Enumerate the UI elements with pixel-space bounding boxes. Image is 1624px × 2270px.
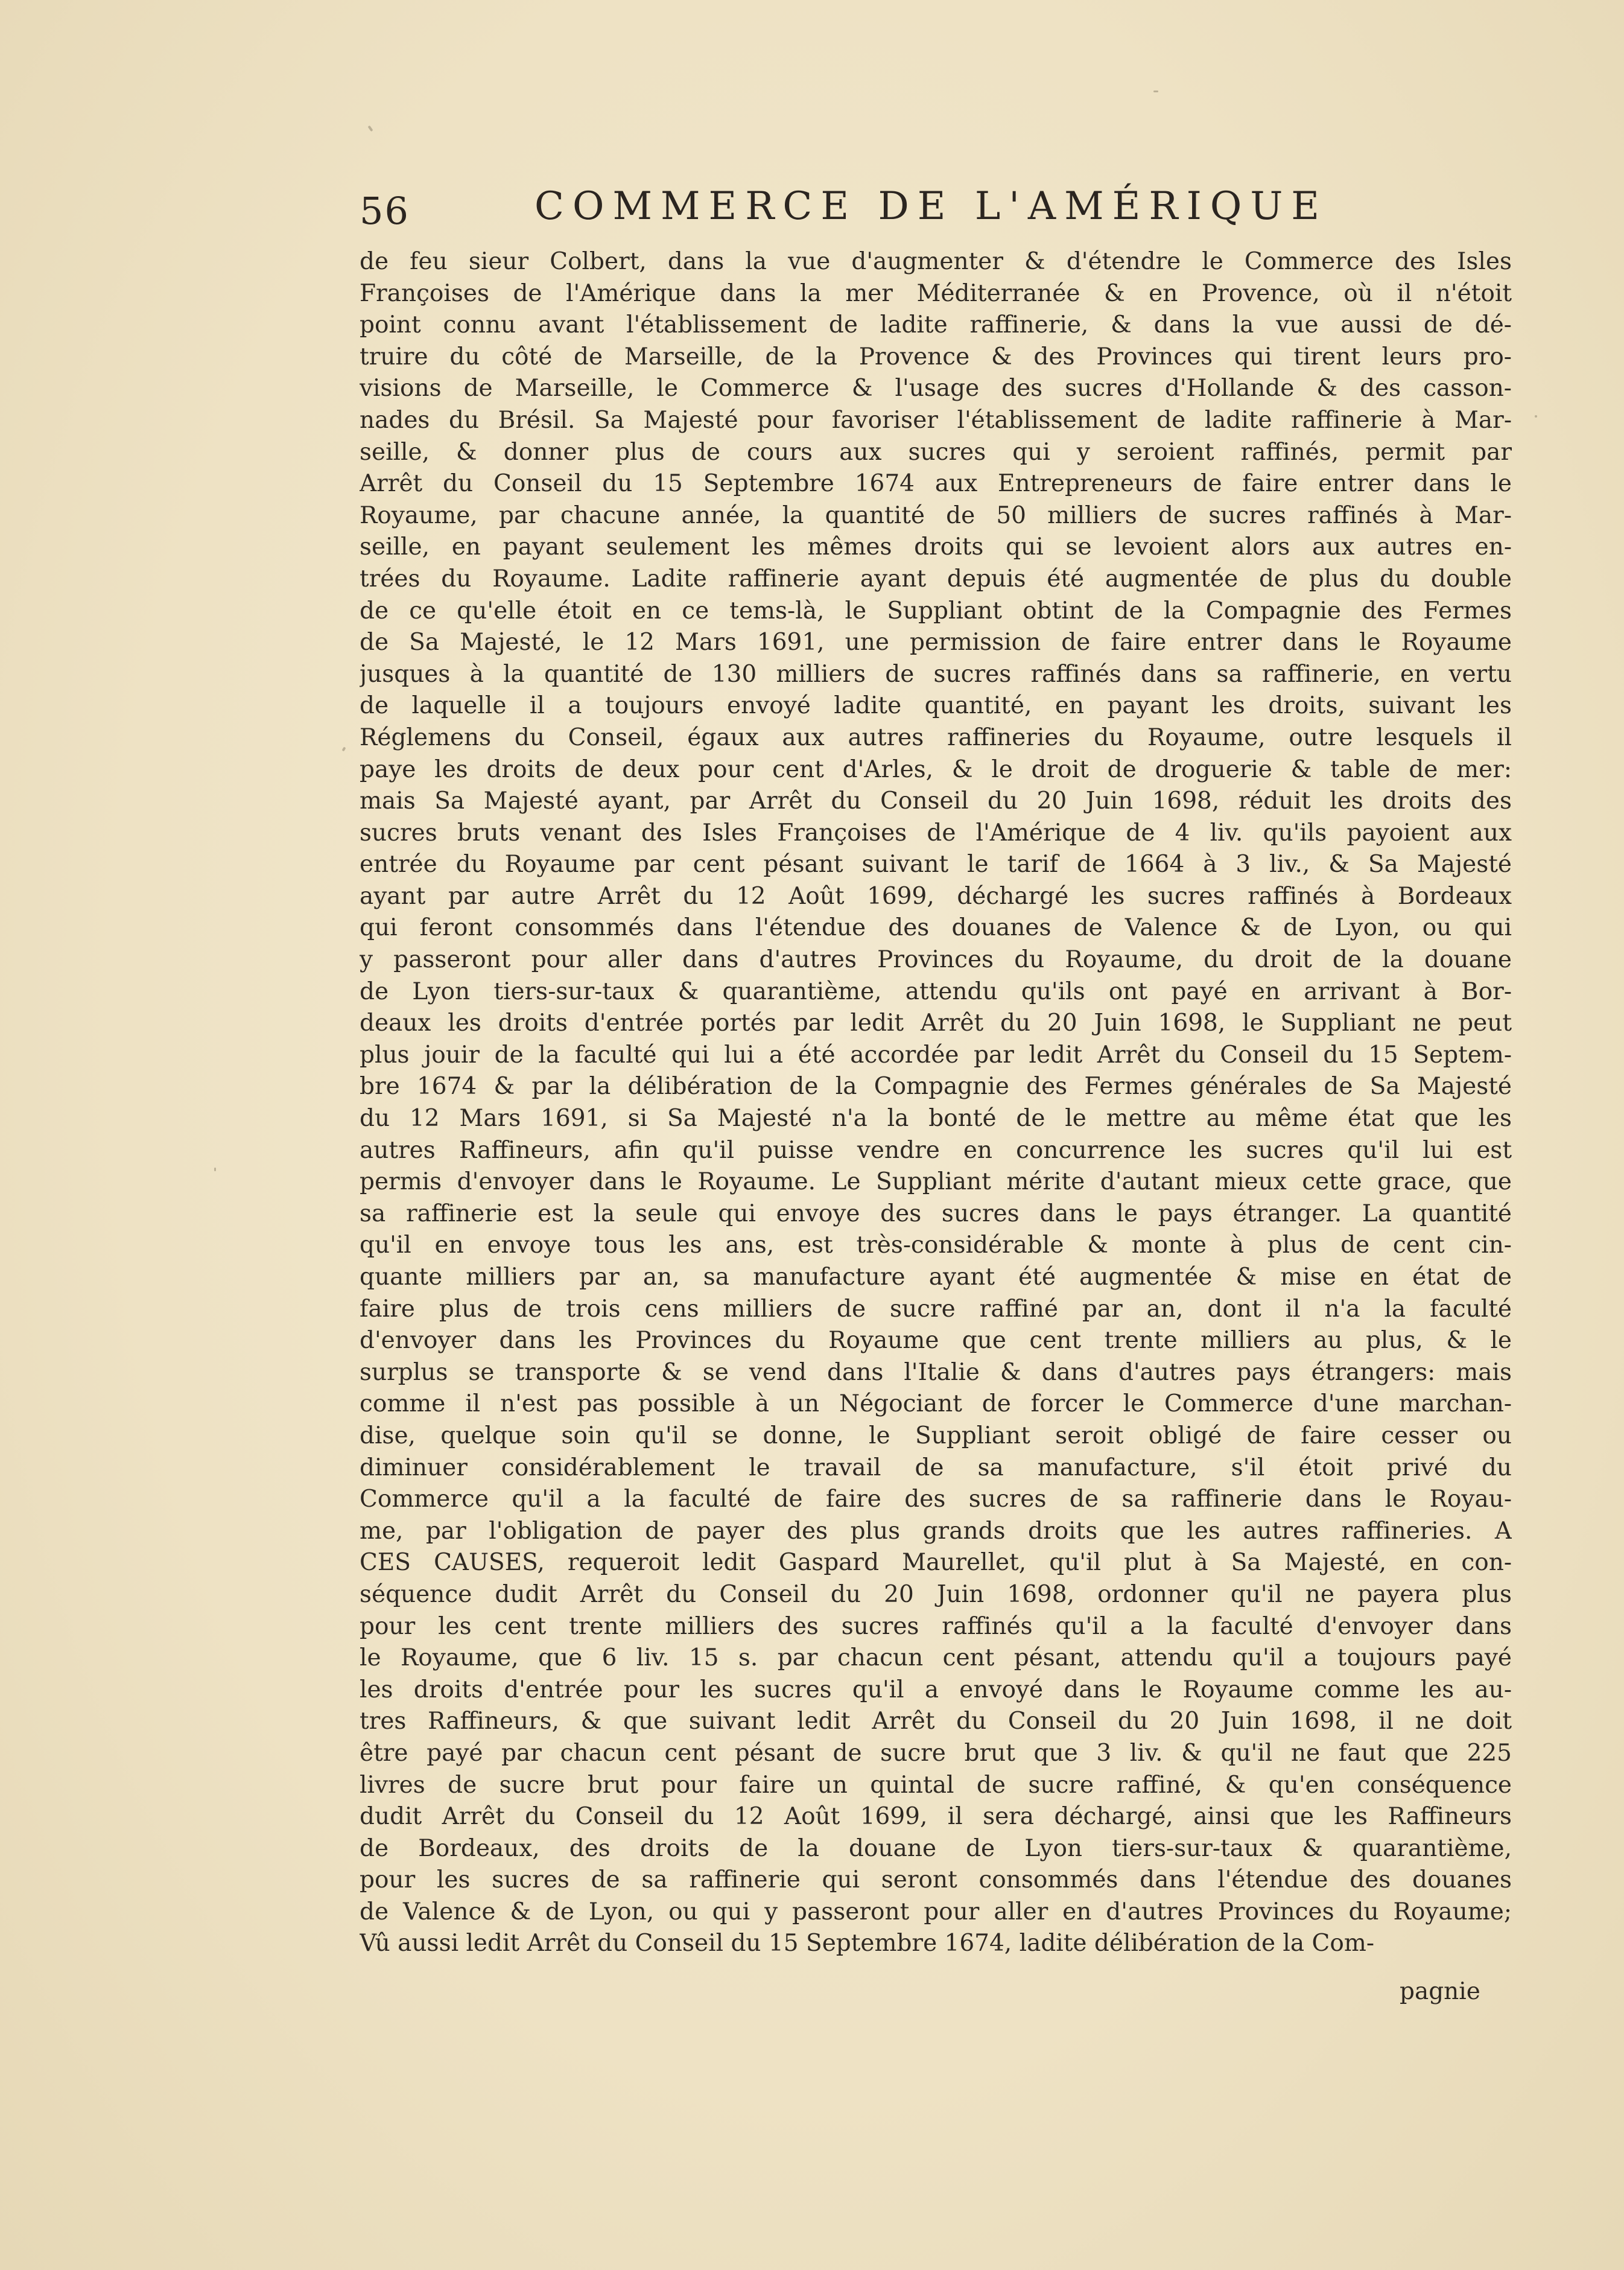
running-title: COMMERCE DE L'AMÉRIQUE bbox=[534, 184, 1328, 229]
page-number: 56 bbox=[360, 189, 410, 233]
text-line: les droits d'entrée pour les sucres qu'il a envoyé dans le Royaume comme les au- bbox=[360, 1676, 1512, 1703]
text-line: bre 1674 & par la délibération de la Compagnie des Fermes générales de Sa Majesté bbox=[360, 1073, 1512, 1101]
text-line: seille, en payant seulement les mêmes droits qui se levoient alors aux autres en- bbox=[360, 533, 1512, 561]
text-line: visions de Marseille, le Commerce & l'usage des sucres d'Hollande & des casson- bbox=[360, 375, 1512, 402]
text-line: trées du Royaume. Ladite raffinerie ayant depuis été augmentée de plus du double bbox=[360, 565, 1512, 593]
text-line: Françoises de l'Amérique dans la mer Méditerranée & en Provence, où il n'étoit bbox=[360, 279, 1512, 307]
catchword: pagnie bbox=[1400, 1978, 1480, 2005]
text-line: plus jouir de la faculté qui lui a été accordée par ledit Arrêt du Conseil du 15 Septem- bbox=[360, 1041, 1512, 1069]
text-line: Arrêt du Conseil du 15 Septembre 1674 aux Entrepreneurs de faire entrer dans le bbox=[360, 470, 1512, 498]
text-line: point connu avant l'établissement de ladite raffinerie, & dans la vue aussi de dé- bbox=[360, 311, 1512, 339]
text-line: de Lyon tiers-sur-taux & quarantième, attendu qu'ils ont payé en arrivant à Bor- bbox=[360, 978, 1512, 1005]
text-line: dise, quelque soin qu'il se donne, le Suppliant seroit obligé de faire cesser ou bbox=[360, 1422, 1512, 1449]
text-line: Réglemens du Conseil, égaux aux autres raffineries du Royaume, outre lesquels il bbox=[360, 723, 1512, 751]
text-line: de Valence & de Lyon, ou qui y passeront pour aller en d'autres Provinces du Royaume; bbox=[360, 1898, 1512, 1925]
text-line: séquence dudit Arrêt du Conseil du 20 Juin 1698, ordonner qu'il ne payera plus bbox=[360, 1580, 1512, 1608]
running-header bbox=[360, 184, 1512, 232]
text-line: dudit Arrêt du Conseil du 12 Août 1699, il sera déchargé, ainsi que les Raffineurs bbox=[360, 1803, 1512, 1831]
text-line: autres Raffineurs, afin qu'il puisse vendre en concurrence les sucres qu'il lui est bbox=[360, 1136, 1512, 1164]
paper-speck bbox=[1153, 91, 1158, 92]
text-line: sa raffinerie est la seule qui envoye des sucres dans le pays étranger. La quantité bbox=[360, 1200, 1512, 1227]
text-line: faire plus de trois cens milliers de sucre raffiné par an, dont il n'a la faculté bbox=[360, 1295, 1512, 1323]
text-line: de laquelle il a toujours envoyé ladite quantité, en payant les droits, suivant les bbox=[360, 692, 1512, 720]
text-line: de feu sieur Colbert, dans la vue d'augmenter & d'étendre le Commerce des Isles bbox=[360, 248, 1512, 275]
text-line: CES CAUSES, requeroit ledit Gaspard Maurellet, qu'il plut à Sa Majesté, en con- bbox=[360, 1549, 1512, 1577]
text-line: qui feront consommés dans l'étendue des douanes de Valence & de Lyon, ou qui bbox=[360, 914, 1512, 942]
paper-speck bbox=[214, 1168, 216, 1171]
text-line: diminuer considérablement le travail de sa manufacture, s'il étoit privé du bbox=[360, 1454, 1512, 1481]
text-line: livres de sucre brut pour faire un quintal de sucre raffiné, & qu'en conséquence bbox=[360, 1771, 1512, 1799]
text-line: Commerce qu'il a la faculté de faire des sucres de sa raffinerie dans le Royau- bbox=[360, 1486, 1512, 1513]
text-line: me, par l'obligation de payer des plus grands droits que les autres raffineries. A bbox=[360, 1517, 1512, 1545]
text-line: le Royaume, que 6 liv. 15 s. par chacun cent pésant, attendu qu'il a toujours payé bbox=[360, 1644, 1512, 1672]
text-line: du 12 Mars 1691, si Sa Majesté n'a la bonté de le mettre au même état que les bbox=[360, 1105, 1512, 1133]
text-line: sucres bruts venant des Isles Françoises de l'Amérique de 4 liv. qu'ils payoient aux bbox=[360, 819, 1512, 847]
text-line: de ce qu'elle étoit en ce tems-là, le Suppliant obtint de la Compagnie des Fermes bbox=[360, 597, 1512, 625]
paper-speck bbox=[1535, 415, 1537, 418]
text-line: nades du Brésil. Sa Majesté pour favoriser l'établissement de ladite raffinerie à Mar- bbox=[360, 406, 1512, 434]
text-line: truire du côté de Marseille, de la Provence & des Provinces qui tirent leurs pro- bbox=[360, 343, 1512, 370]
text-line: comme il n'est pas possible à un Négociant de forcer le Commerce d'une marchan- bbox=[360, 1390, 1512, 1418]
text-line: seille, & donner plus de cours aux sucres qui y seroient raffinés, permit par bbox=[360, 438, 1512, 466]
text-line: quante milliers par an, sa manufacture ayant été augmentée & mise en état de bbox=[360, 1264, 1512, 1291]
text-line: être payé par chacun cent pésant de sucre brut que 3 liv. & qu'il ne faut que 225 bbox=[360, 1739, 1512, 1767]
text-line: Royaume, par chacune année, la quantité de 50 milliers de sucres raffinés à Mar- bbox=[360, 501, 1512, 529]
paper-speck bbox=[367, 126, 373, 132]
body-text bbox=[360, 246, 1512, 1960]
text-line: paye les droits de deux pour cent d'Arles, & le droit de droguerie & table de mer: bbox=[360, 755, 1512, 783]
text-line: entrée du Royaume par cent pésant suivant le tarif de 1664 à 3 liv., & Sa Majesté bbox=[360, 851, 1512, 879]
text-line: y passeront pour aller dans d'autres Provinces du Royaume, du droit de la douane bbox=[360, 946, 1512, 974]
text-line: mais Sa Majesté ayant, par Arrêt du Conseil du 20 Juin 1698, réduit les droits des bbox=[360, 787, 1512, 815]
text-line: pour les sucres de sa raffinerie qui seront consommés dans l'étendue des douanes bbox=[360, 1866, 1512, 1894]
text-line: ayant par autre Arrêt du 12 Août 1699, déchargé les sucres raffinés à Bordeaux bbox=[360, 882, 1512, 910]
text-line: deaux les droits d'entrée portés par ledit Arrêt du 20 Juin 1698, le Suppliant ne peut bbox=[360, 1009, 1512, 1037]
text-line: qu'il en envoye tous les ans, est très-considérable & monte à plus de cent cin- bbox=[360, 1232, 1512, 1259]
text-line: Vû aussi ledit Arrêt du Conseil du 15 Septembre 1674, ladite délibération de la Com- bbox=[360, 1930, 1375, 1957]
text-line: surplus se transporte & se vend dans l'Italie & dans d'autres pays étrangers: mais bbox=[360, 1358, 1512, 1386]
text-line: permis d'envoyer dans le Royaume. Le Suppliant mérite d'autant mieux cette grace, que bbox=[360, 1168, 1512, 1196]
text-line: pour les cent trente milliers des sucres raffinés qu'il a la faculté d'envoyer dans bbox=[360, 1612, 1512, 1640]
text-line: de Sa Majesté, le 12 Mars 1691, une permission de faire entrer dans le Royaume bbox=[360, 629, 1512, 657]
text-line: de Bordeaux, des droits de la douane de Lyon tiers-sur-taux & quarantième, bbox=[360, 1834, 1512, 1862]
text-line: d'envoyer dans les Provinces du Royaume que cent trente milliers au plus, & le bbox=[360, 1327, 1512, 1355]
text-line: tres Raffineurs, & que suivant ledit Arrêt du Conseil du 20 Juin 1698, il ne doit bbox=[360, 1708, 1512, 1735]
paper-speck bbox=[342, 746, 346, 751]
text-line: jusques à la quantité de 130 milliers de sucres raffinés dans sa raffinerie, en vertu bbox=[360, 660, 1512, 688]
